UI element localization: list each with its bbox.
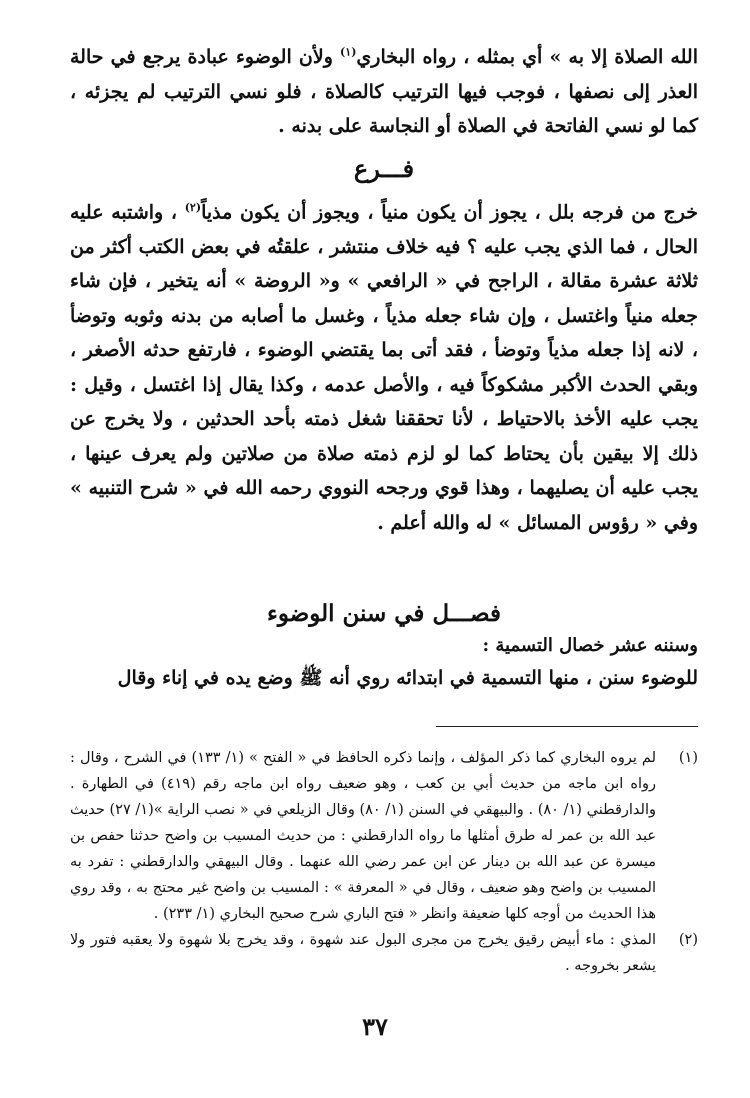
footnote-number: (١) — [678, 749, 698, 766]
paragraph-2 — [70, 191, 698, 540]
chapter-heading-sunan: فصـــل في سنن الوضوء — [267, 600, 501, 628]
sub-heading: وسننه عشر خصال التسمية : — [482, 635, 698, 657]
footnote-item — [70, 745, 698, 927]
footnotes — [70, 745, 698, 979]
paragraph-1 — [70, 36, 698, 144]
footnote-ref-2[interactable]: (٢) — [184, 200, 202, 214]
paragraph-3: للوضوء سنن ، منها التسمية في ابتدائه روي أنه ﷺ وضع يده في إناء وقال — [117, 667, 698, 690]
footnote-text: لم يروه البخاري كما ذكر المؤلف ، وإنما ذكره الحافظ في « الفتح » (١/ ١٣٣) في الشرح ، وقال : رواه ابن ماجه من حديث أبي بن كعب ، وهو ضعيف رواه ابن ماجه رقم (٤١٩) في الطهارة . والدارقطني (١/ ٨٠) . والبيهقي في السنن (١/ ٨٠) وقال الزيلعي في « نصب الراية »(١/ ٢٧) حديث عبد الله بن عمر له طرق أمثلها ما رواه الدارقطني : من حديث المسيب بن واضح حدثنا حفص بن ميسرة عن عبد الله بن دينار عن ابن عمر رضي الله عنهما . وقال البيهقي والدارقطني : تفرد به المسيب بن واضح وهو ضعيف ، وقال في « المعرفة » : المسيب بن واضح غير محتج به ، وقد روي هذا الحديث من أوجه كلها ضعيفة وانظر « فتح الباري شرح صحيح البخاري (١/ ٢٣٣) . — [70, 749, 656, 922]
footnote-number: (٢) — [678, 931, 698, 948]
footnote-item — [70, 927, 698, 979]
paragraph-1-text: الله الصلاة إلا به » أي بمثله ، رواه البخاري$^{(١)}$ ولأن الوضوء عبادة يرجع في حالة العذر إلى نصفها ، فوجب فيها الترتيب كالصلاة ، فلو نسي الترتيب لم يجزئه ، كما لو نسي الفاتحة في الصلاة أو النجاسة على بدنه . — [70, 46, 698, 138]
footnote-divider — [436, 726, 698, 727]
paragraph-2-text-a: خرج من فرجه بلل ، يجوز أن يكون منياً ، ويجوز أن يكون مذياً — [201, 201, 698, 224]
footnote-text: المذي : ماء أبيض رقيق يخرج من مجرى البول عند شهوة ، وقد يخرج بلا شهوة ولا يعقبه فتور ولا يشعر بخروجه . — [70, 931, 656, 974]
section-heading-far: فـــرع — [353, 153, 415, 183]
paragraph-2-text-b: ، واشتبه عليه الحال ، فما الذي يجب عليه ؟ فيه خلاف منتشر ، علقتُه في بعض الكتب أكثر من ثلاثة عشرة مقالة ، الراجح في « الرافعي » و« الروضة » أنه يتخير ، فإن شاء جعله منياً واغتسل ، وإن شاء جعله مذياً ، وغسل ما أصابه من بدنه وثوبه وتوضأ ، لانه إذا جعله مذياً وتوضأ ، فقد أتى بما يقتضي الوضوء ، فارتفع حدثه الأصغر ، وبقي الحدث الأكبر مشكوكاً فيه ، والأصل عدمه ، وكذا يقال إذا اغتسل ، وقيل : يجب عليه الأخذ بالاحتياط ، لأنا تحققنا شغل ذمته بأحد الحدثين ، ولا يخرج عن ذلك إلا بيقين بأن يحتاط كما لو لزم ذمته صلاة من صلاتين ولم يعرف عينها ، يجب عليه أن يصليهما ، وهذا قوي ورجحه النووي رحمه الله في « شرح التنبيه » وفي « رؤوس المسائل » له والله أعلم . — [70, 201, 698, 534]
footnote-ref-1[interactable]: (١) — [340, 46, 357, 59]
page-number: ٣٧ — [362, 1012, 388, 1041]
